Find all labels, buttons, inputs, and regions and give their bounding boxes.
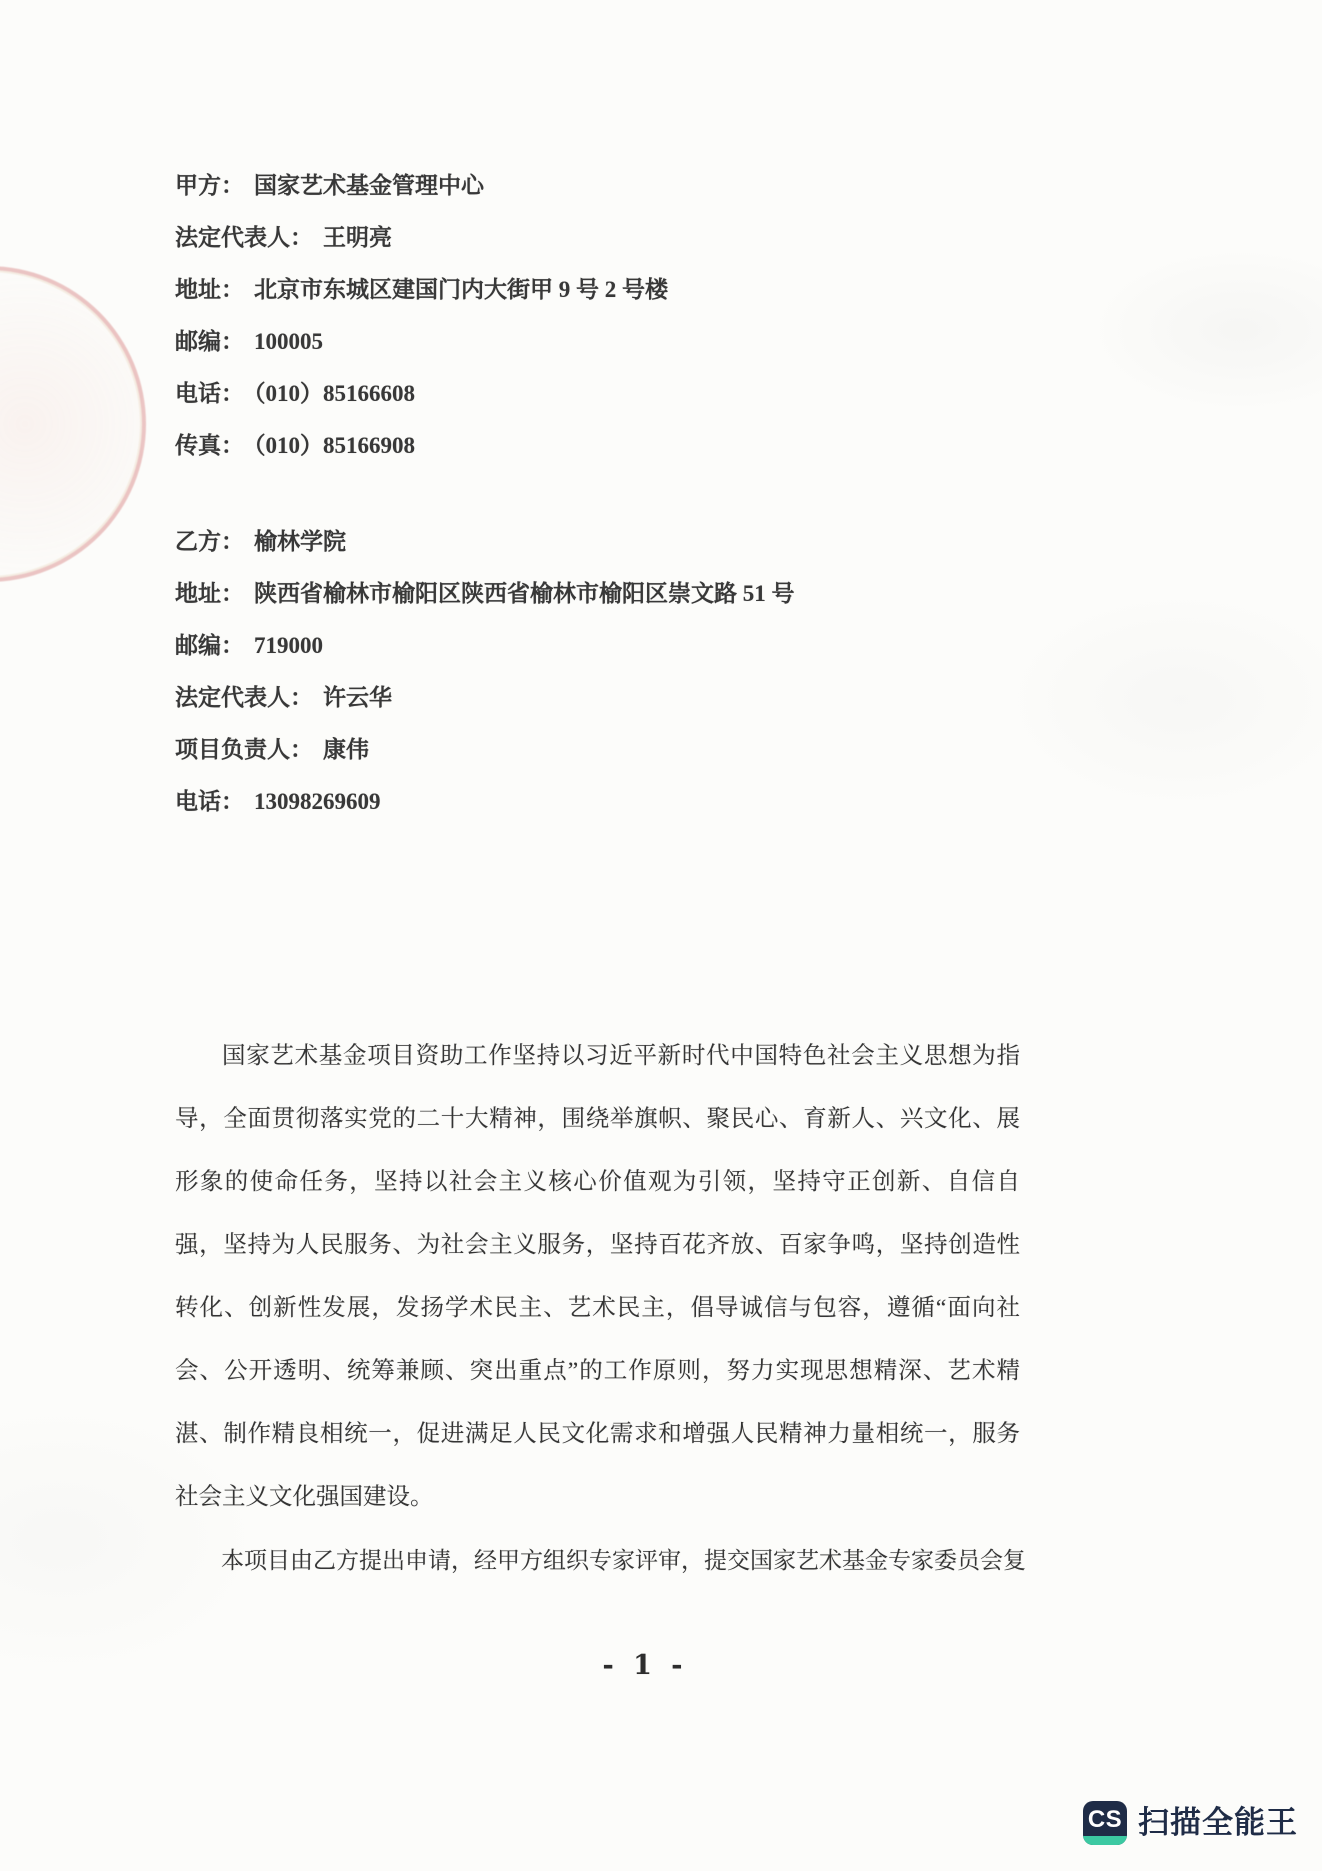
field-value: 康伟 (323, 737, 369, 762)
party-b-name: 榆林学院 (254, 529, 346, 554)
field-row-legal-representative (175, 212, 1020, 264)
camscanner-brand-text: 扫描全能王 (1138, 1805, 1298, 1840)
party-a-name: 国家艺术基金管理中心 (254, 173, 484, 198)
field-value: 许云华 (323, 685, 392, 710)
party-a-section (175, 160, 1020, 472)
field-label: 法定代表人： (175, 685, 313, 710)
field-label: 项目负责人： (175, 737, 313, 762)
field-value: 100005 (254, 329, 323, 354)
red-seal-stamp-icon (0, 266, 146, 582)
field-row-postcode (175, 316, 1020, 368)
field-label: 电话： (175, 381, 244, 406)
field-label: 电话： (175, 789, 244, 814)
field-row-legal-representative (175, 672, 1020, 724)
field-value: 北京市东城区建国门内大街甲 9 号 2 号楼 (254, 277, 668, 302)
field-row-fax (175, 420, 1020, 472)
party-b-section (175, 516, 1020, 828)
field-value: （010）85166608 (254, 381, 415, 406)
field-row-phone (175, 368, 1020, 420)
party-a-title-row (175, 160, 1020, 212)
field-value: 719000 (254, 633, 323, 658)
page-number: - 1 - (602, 1650, 688, 1681)
field-label: 邮编： (175, 329, 244, 354)
field-value: （010）85166908 (254, 433, 415, 458)
field-row-address (175, 264, 1020, 316)
field-label: 法定代表人： (175, 225, 313, 250)
camscanner-logo-icon (1083, 1801, 1127, 1845)
field-value: 陕西省榆林市榆阳区陕西省榆林市榆阳区崇文路 51 号 (254, 581, 795, 606)
body-paragraph-guiding-principles: 国家艺术基金项目资助工作坚持以习近平新时代中国特色社会主义思想为指导，全面贯彻落实党的二十大精神，围绕举旗帜、聚民心、育新人、兴文化、展形象的使命任务，坚持以社会主义核心价值观为引领，坚持守正创新、自信自强，坚持为人民服务、为社会主义服务，坚持百花齐放、百家争鸣，坚持创造性转化、创新性发展，发扬学术民主、艺术民主，倡导诚信与包容，遵循“面向社会、公开透明、统筹兼顾、突出重点”的工作原则，努力实现思想精深、艺术精湛、制作精良相统一，促进满足人民文化需求和增强人民精神力量相统一，服务社会主义文化强国建设。 (175, 1043, 1020, 1510)
body-text-section (175, 1025, 1026, 1592)
field-value: 13098269609 (254, 789, 381, 814)
camscanner-watermark (1083, 1801, 1298, 1845)
camscanner-logo-accent-bar (1083, 1836, 1127, 1845)
field-label: 地址： (175, 581, 244, 606)
field-label: 邮编： (175, 633, 244, 658)
camscanner-logo-text: CS (1087, 1806, 1123, 1833)
body-paragraph-application: 本项目由乙方提出申请，经甲方组织专家评审，提交国家艺术基金专家委员会复 (221, 1548, 1026, 1573)
field-label: 地址： (175, 277, 244, 302)
field-row-project-leader (175, 724, 1020, 776)
field-value: 王明亮 (323, 225, 392, 250)
party-a-label: 甲方： (175, 173, 244, 198)
field-label: 传真： (175, 433, 244, 458)
party-b-label: 乙方： (175, 529, 244, 554)
field-row-phone (175, 776, 1020, 828)
field-row-postcode (175, 620, 1020, 672)
party-b-title-row (175, 516, 1020, 568)
field-row-address (175, 568, 1020, 620)
